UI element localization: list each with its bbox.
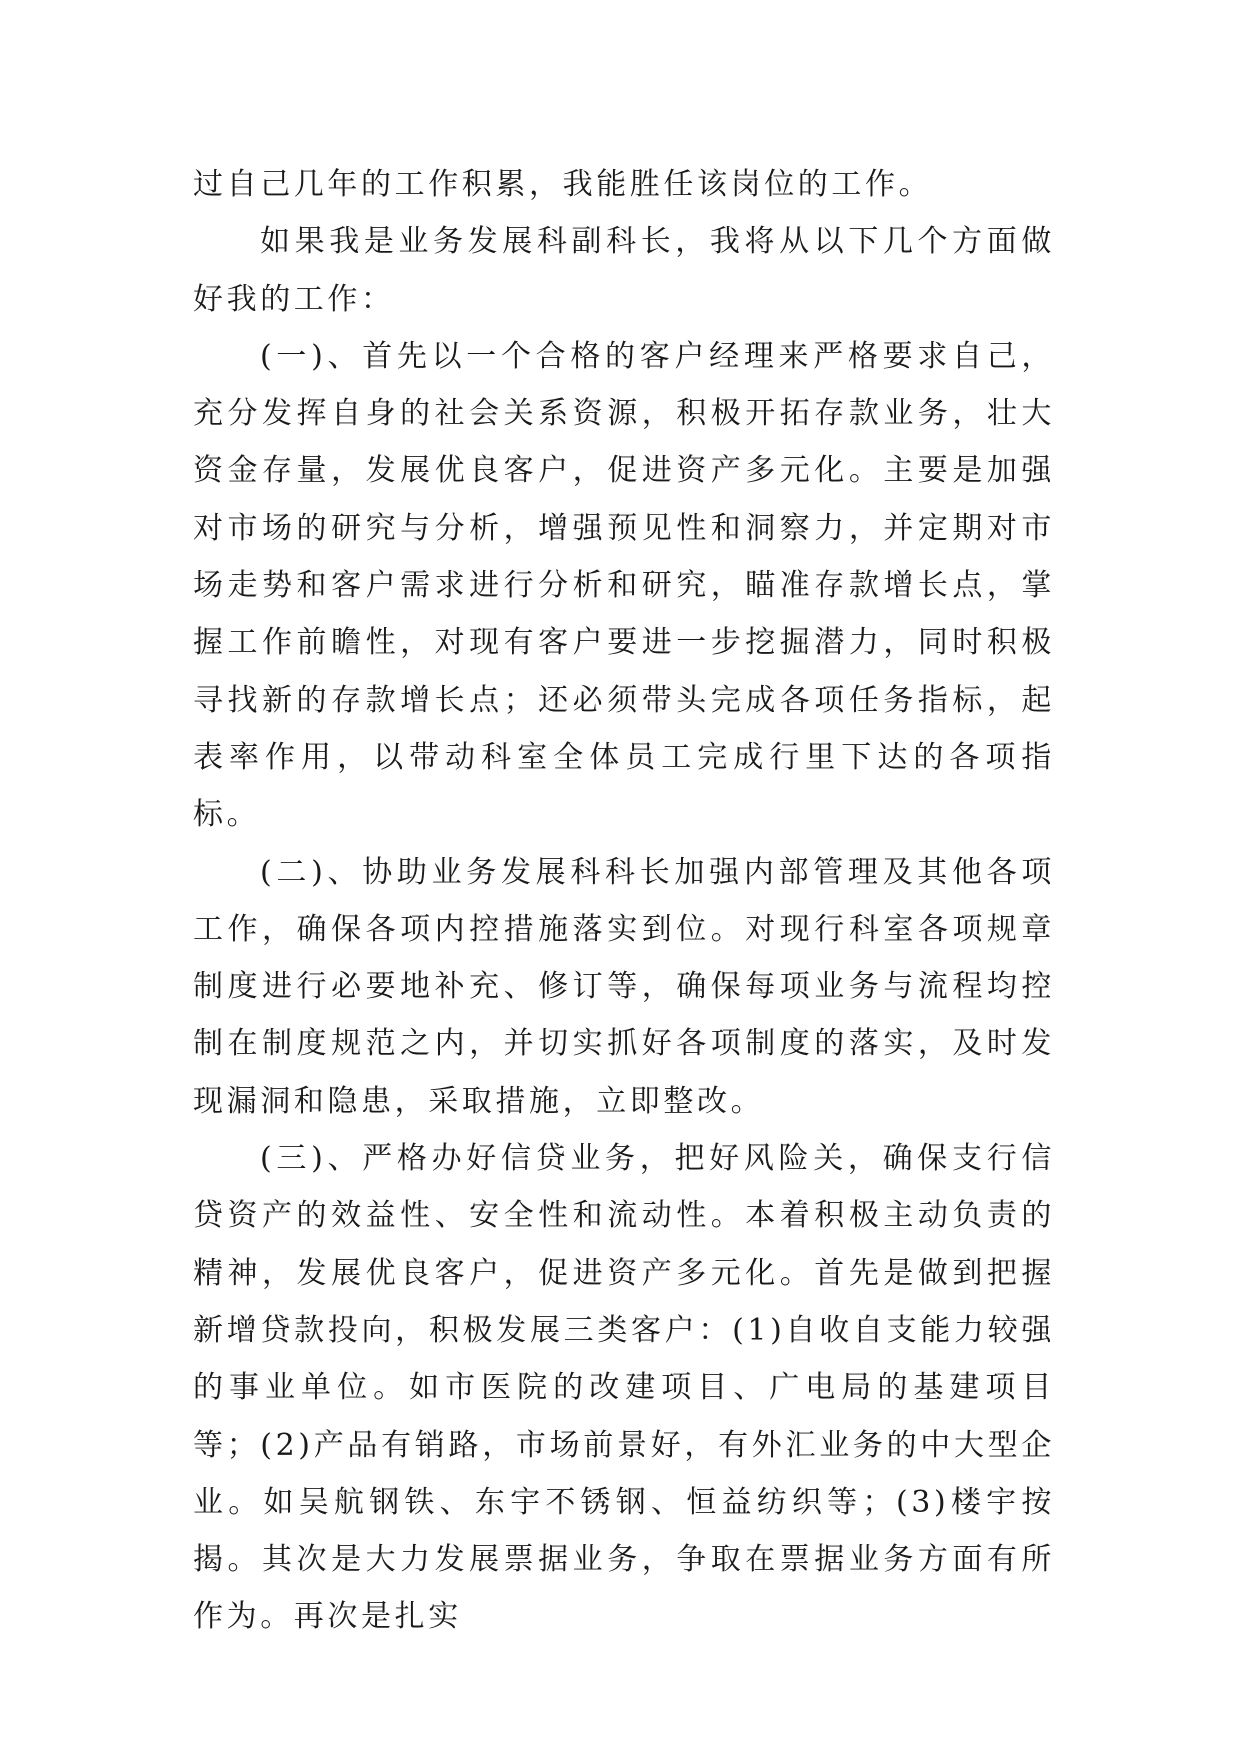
paragraph-intro: 如果我是业务发展科副科长，我将从以下几个方面做好我的工作：: [193, 224, 1055, 317]
paragraph-item-three: (三)、严格办好信贷业务，把好风险关，确保支行信贷资产的效益性、安全性和流动性。本着积极主动负责的精神，发展优良客户，促进资产多元化。首先是做到把握新增贷款投向，积极发展三类客户：(1)自收自支能力较强的事业单位。如市医院的改建项目、广电局的基建项目等；(2)产品有销路，市场前景好，有外汇业务的中大型企业。如吴航钢铁、东宇不锈钢、恒益纺织等；(3)楼宇按揭。其次是大力发展票据业务，争取在票据业务方面有所作为。再次是扎实: [193, 1141, 1055, 1635]
paragraph-item-two: (二)、协助业务发展科科长加强内部管理及其他各项工作，确保各项内控措施落实到位。对现行科室各项规章制度进行必要地补充、修订等，确保每项业务与流程均控制在制度规范之内，并切实抓好各项制度的落实，及时发现漏洞和隐患，采取措施，立即整改。: [193, 854, 1055, 1119]
paragraph-item-one: (一)、首先以一个合格的客户经理来严格要求自己，充分发挥自身的社会关系资源，积极开拓存款业务，壮大资金存量，发展优良客户，促进资产多元化。主要是加强对市场的研究与分析，增强预见性和洞察力，并定期对市场走势和客户需求进行分析和研究，瞄准存款增长点，掌握工作前瞻性，对现有客户要进一步挖掘潜力，同时积极寻找新的存款增长点；还必须带头完成各项任务指标，起表率作用，以带动科室全体员工完成行里下达的各项指标。: [193, 338, 1055, 833]
paragraph-continuation: 过自己几年的工作积累，我能胜任该岗位的工作。: [193, 167, 933, 202]
document-body: [193, 156, 1055, 1646]
